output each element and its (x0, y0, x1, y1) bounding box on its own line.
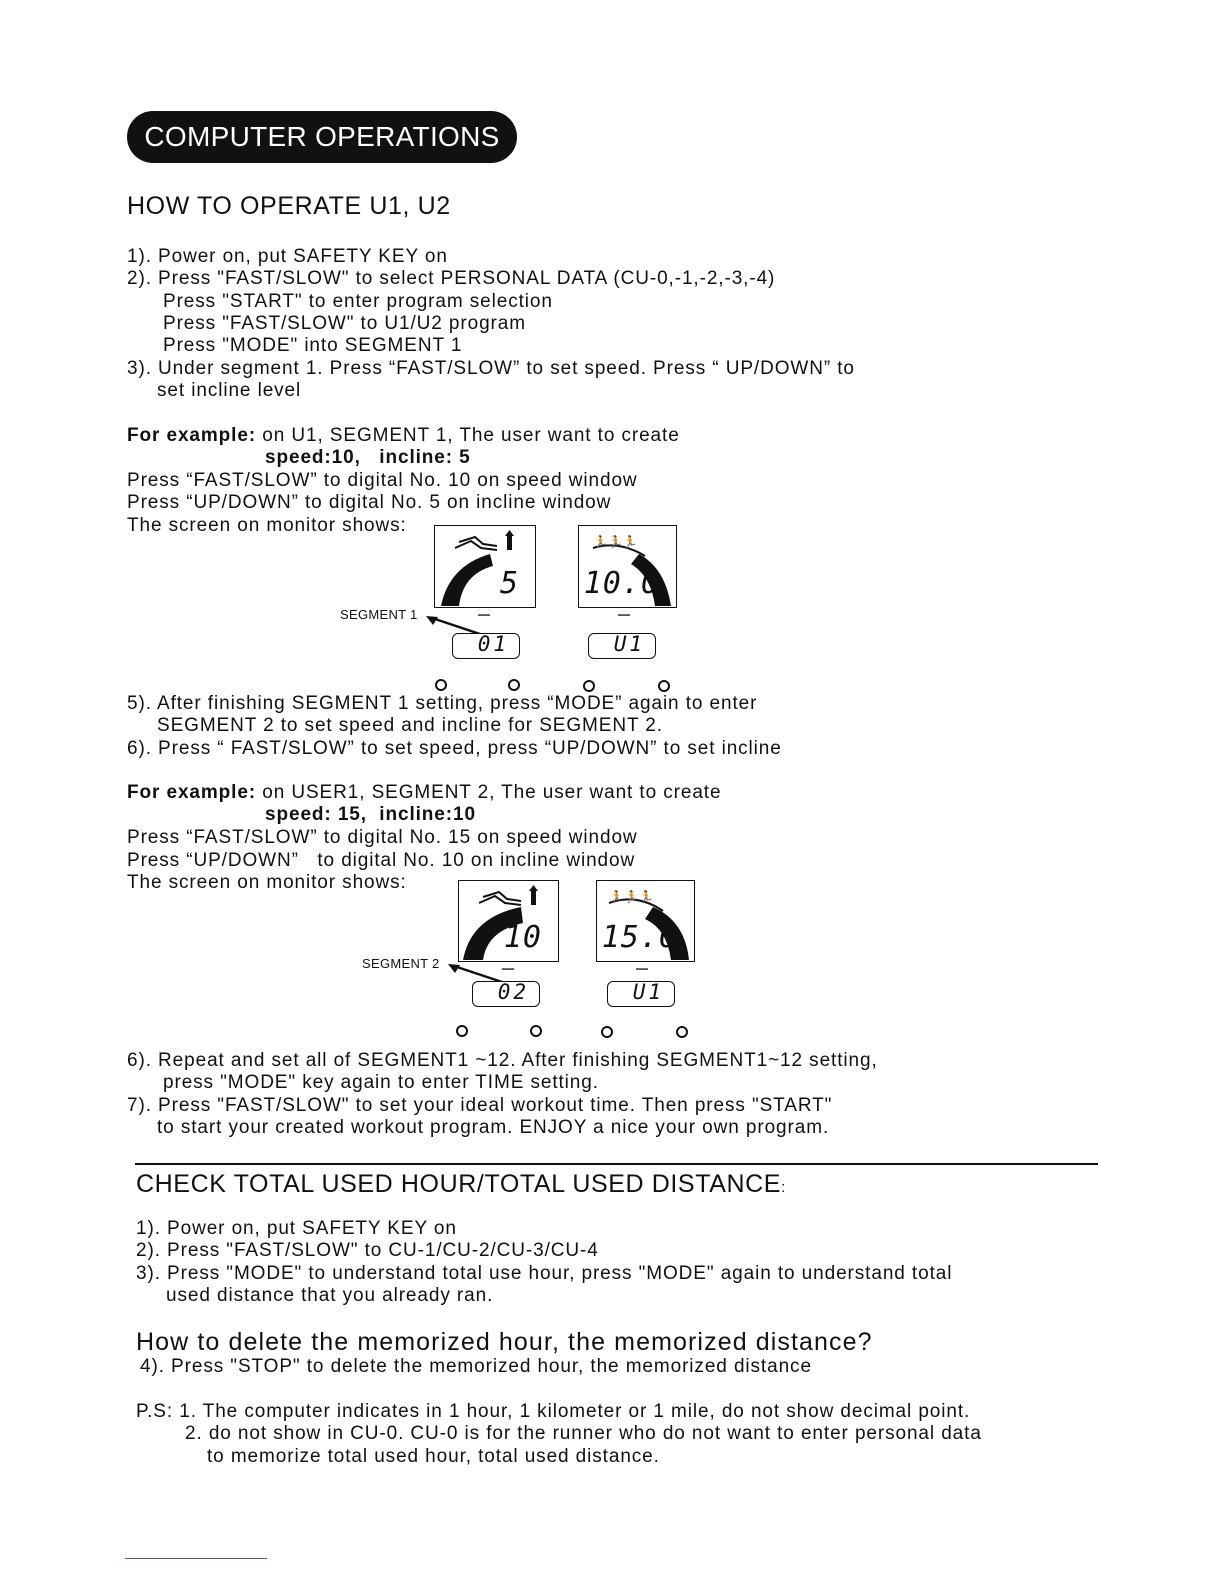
indicator-dot (508, 679, 520, 691)
footer-rule (125, 1558, 267, 1559)
section-title-check (136, 1170, 786, 1199)
speed-value: 15.0 (601, 920, 678, 955)
incline-caption: ▬▬ (502, 966, 514, 972)
section-title-delete: How to delete the memorized hour, the memorized distance? (136, 1328, 873, 1356)
segment-label: SEGMENT 1 (340, 607, 418, 622)
step-line: 6). Press “ FAST/SLOW” to set speed, press “UP/DOWN” to set incline (127, 738, 782, 759)
user-value: U1 (613, 632, 645, 656)
example-line: Press “UP/DOWN” to digital No. 5 on incline window (127, 492, 612, 513)
example-values: speed: 15, incline:10 (265, 804, 476, 825)
indicator-dot (676, 1026, 688, 1038)
indicator-dot (583, 680, 595, 692)
step-line: 3). Under segment 1. Press “FAST/SLOW” to set speed. Press “ UP/DOWN” to (127, 358, 855, 379)
section-title-operate: HOW TO OPERATE U1, U2 (127, 192, 451, 220)
incline-window (458, 880, 559, 962)
user-window (588, 633, 656, 659)
step-line: 6). Repeat and set all of SEGMENT1 ~12. After finishing SEGMENT1~12 setting, (127, 1050, 878, 1071)
step-line: used distance that you already ran. (166, 1285, 494, 1306)
step-line: Press "MODE" into SEGMENT 1 (163, 335, 463, 356)
incline-value: 10 (503, 920, 542, 955)
indicator-dot (435, 679, 447, 691)
incline-window (434, 525, 536, 608)
incline-value: 5 (499, 566, 519, 601)
speed-caption: ▬▬ (636, 966, 648, 972)
step-line: 7). Press "FAST/SLOW" to set your ideal workout time. Then press "START" (127, 1095, 833, 1116)
section-title-text: CHECK TOTAL USED HOUR/TOTAL USED DISTANCE (136, 1170, 782, 1198)
indicator-dot (658, 680, 670, 692)
step-line: 5). After finishing SEGMENT 1 setting, press “MODE” again to enter (127, 693, 758, 714)
step-line: Press "START" to enter program selection (163, 291, 553, 312)
step-line: press "MODE" key again to enter TIME setting. (163, 1072, 599, 1093)
user-value: U1 (632, 980, 664, 1004)
segment-value: 01 (477, 632, 509, 656)
example-lead: For example: (127, 425, 257, 446)
segment-window (472, 981, 540, 1007)
speed-window (596, 880, 695, 962)
step-line: Press "FAST/SLOW" to U1/U2 program (163, 313, 526, 334)
example-text: on U1, SEGMENT 1, The user want to create (256, 425, 680, 446)
ps-line: P.S: 1. The computer indicates in 1 hour, 1 kilometer or 1 mile, do not show decimal point. (136, 1401, 971, 1422)
ps-line: to memorize total used hour, total used distance. (207, 1446, 660, 1467)
example-line: The screen on monitor shows: (127, 872, 407, 893)
section-divider (135, 1163, 1098, 1165)
section-title-suffix: : (781, 1179, 786, 1196)
step-line: SEGMENT 2 to set speed and incline for SEGMENT 2. (157, 715, 663, 736)
step-line: 1). Power on, put SAFETY KEY on (136, 1218, 457, 1239)
indicator-dot (456, 1025, 468, 1037)
svg-text:🏃🏃🏃: 🏃🏃🏃 (593, 535, 638, 549)
segment-window (452, 633, 520, 659)
step-line: to start your created workout program. ENJOY a nice your own program. (157, 1117, 830, 1138)
example-line: Press “FAST/SLOW” to digital No. 15 on speed window (127, 827, 638, 848)
segment-value: 02 (497, 980, 529, 1004)
incline-caption: ▬▬ (478, 612, 490, 618)
step-line: 4). Press "STOP" to delete the memorized hour, the memorized distance (140, 1356, 812, 1377)
example-intro (127, 425, 680, 447)
step-line: 1). Power on, put SAFETY KEY on (127, 246, 448, 267)
example-line: Press “UP/DOWN” to digital No. 10 on incline window (127, 850, 636, 871)
user-window (607, 981, 675, 1007)
ps-line: 2. do not show in CU-0. CU-0 is for the runner who do not want to enter personal data (185, 1423, 982, 1444)
speed-window (578, 525, 677, 608)
example-line: The screen on monitor shows: (127, 515, 407, 536)
section-badge: COMPUTER OPERATIONS (127, 111, 517, 163)
speed-value: 10.0 (583, 566, 660, 601)
step-line: set incline level (157, 380, 302, 401)
step-line: 3). Press "MODE" to understand total use hour, press "MODE" again to understand total (136, 1263, 953, 1284)
segment-label: SEGMENT 2 (362, 956, 440, 971)
indicator-dot (530, 1025, 542, 1037)
speed-caption: ▬▬ (618, 612, 630, 618)
step-line: 2). Press "FAST/SLOW" to CU-1/CU-2/CU-3/CU-4 (136, 1240, 599, 1261)
example-values: speed:10, incline: 5 (265, 447, 471, 468)
incline-graphic-icon (435, 526, 535, 607)
example-text: on USER1, SEGMENT 2, The user want to create (256, 782, 722, 803)
indicator-dot (601, 1026, 613, 1038)
example-line: Press “FAST/SLOW” to digital No. 10 on speed window (127, 470, 638, 491)
example-intro (127, 782, 721, 804)
example-lead: For example: (127, 782, 257, 803)
step-line: 2). Press "FAST/SLOW" to select PERSONAL DATA (CU-0,-1,-2,-3,-4) (127, 268, 776, 289)
svg-text:🏃🏃🏃: 🏃🏃🏃 (609, 890, 654, 904)
